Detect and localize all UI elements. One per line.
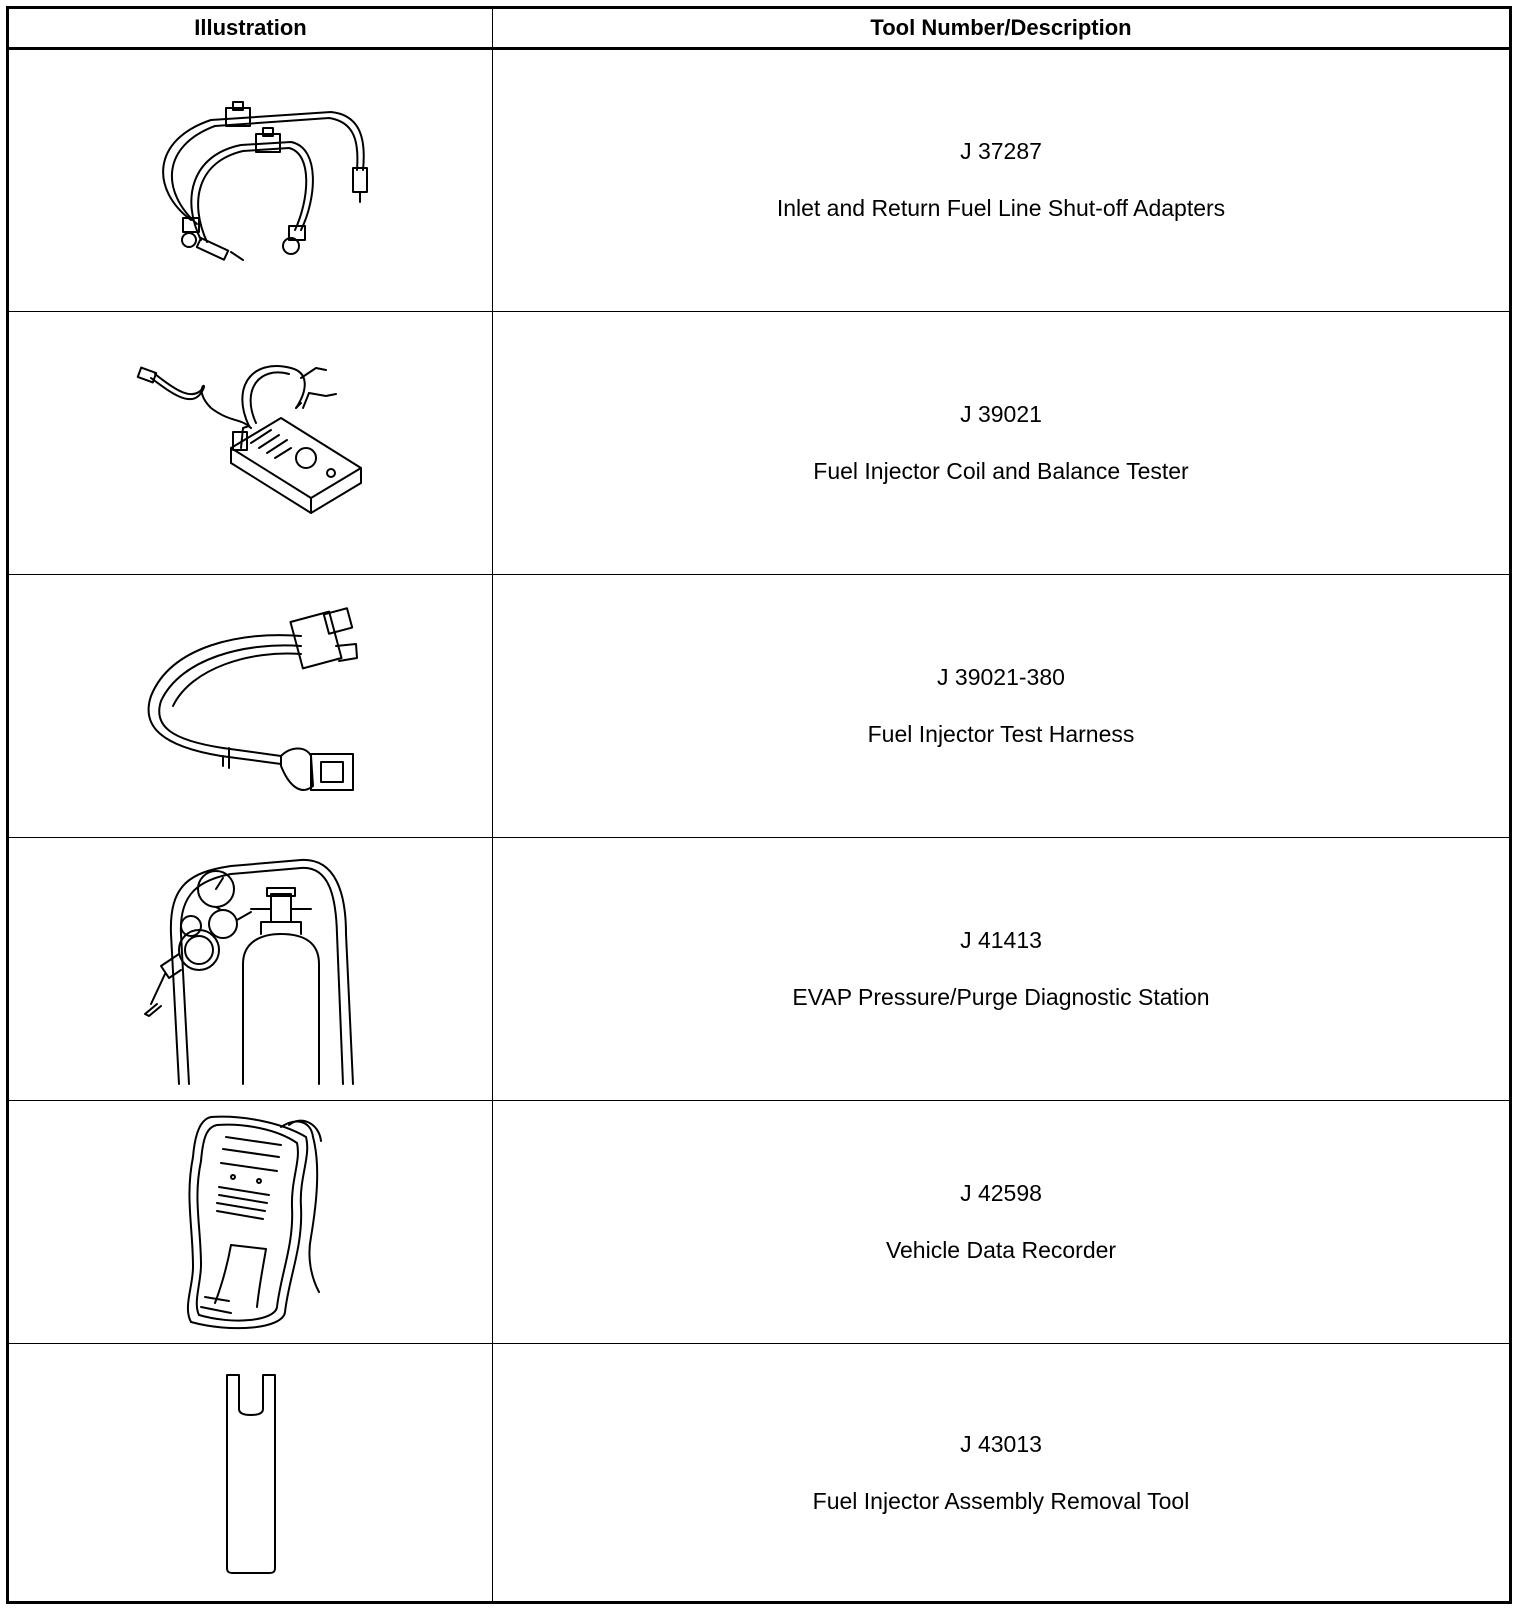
tool-cell [493,1344,1509,1602]
data-recorder-icon [171,1107,331,1337]
tool-cell [493,1101,1509,1343]
tool-description: Vehicle Data Recorder [885,1237,1117,1263]
table-row [9,575,1509,837]
illustration-cell [9,575,492,837]
tool-cell [493,312,1509,574]
tool-description: EVAP Pressure/Purge Diagnostic Station [792,984,1210,1010]
test-harness-icon [131,606,371,806]
tool-description: Fuel Injector Assembly Removal Tool [812,1488,1190,1514]
evap-station-icon [131,854,371,1084]
illustration-cell [9,48,492,311]
tool-number: J 42598 [960,1180,1042,1206]
tool-description: Fuel Injector Test Harness [867,721,1135,747]
illustration-cell [9,312,492,574]
removal-tool-icon [221,1373,281,1573]
table-row [9,1101,1509,1343]
table-row [9,48,1509,311]
tool-number: J 37287 [960,137,1042,164]
table-row [9,1344,1509,1602]
illustration-cell [9,838,492,1100]
tool-description: Inlet and Return Fuel Line Shut-off Adapters [776,194,1226,221]
tool-number: J 39021 [960,401,1042,427]
illustration-cell [9,1344,492,1602]
tool-number: J 43013 [960,1431,1042,1457]
tool-number: J 41413 [960,927,1042,953]
tool-cell [493,575,1509,837]
tool-cell [493,838,1509,1100]
illustration-cell [9,1101,492,1343]
injector-tester-icon [131,348,371,538]
tool-description: Fuel Injector Coil and Balance Tester [813,458,1189,484]
header-tool-description: Tool Number/Description [870,15,1132,40]
tool-number: J 39021-380 [937,664,1065,690]
header-illustration: Illustration [194,15,307,40]
fuel-line-adapters-icon [131,100,371,260]
tool-cell [493,48,1509,311]
table-row [9,312,1509,574]
table-row [9,838,1509,1100]
